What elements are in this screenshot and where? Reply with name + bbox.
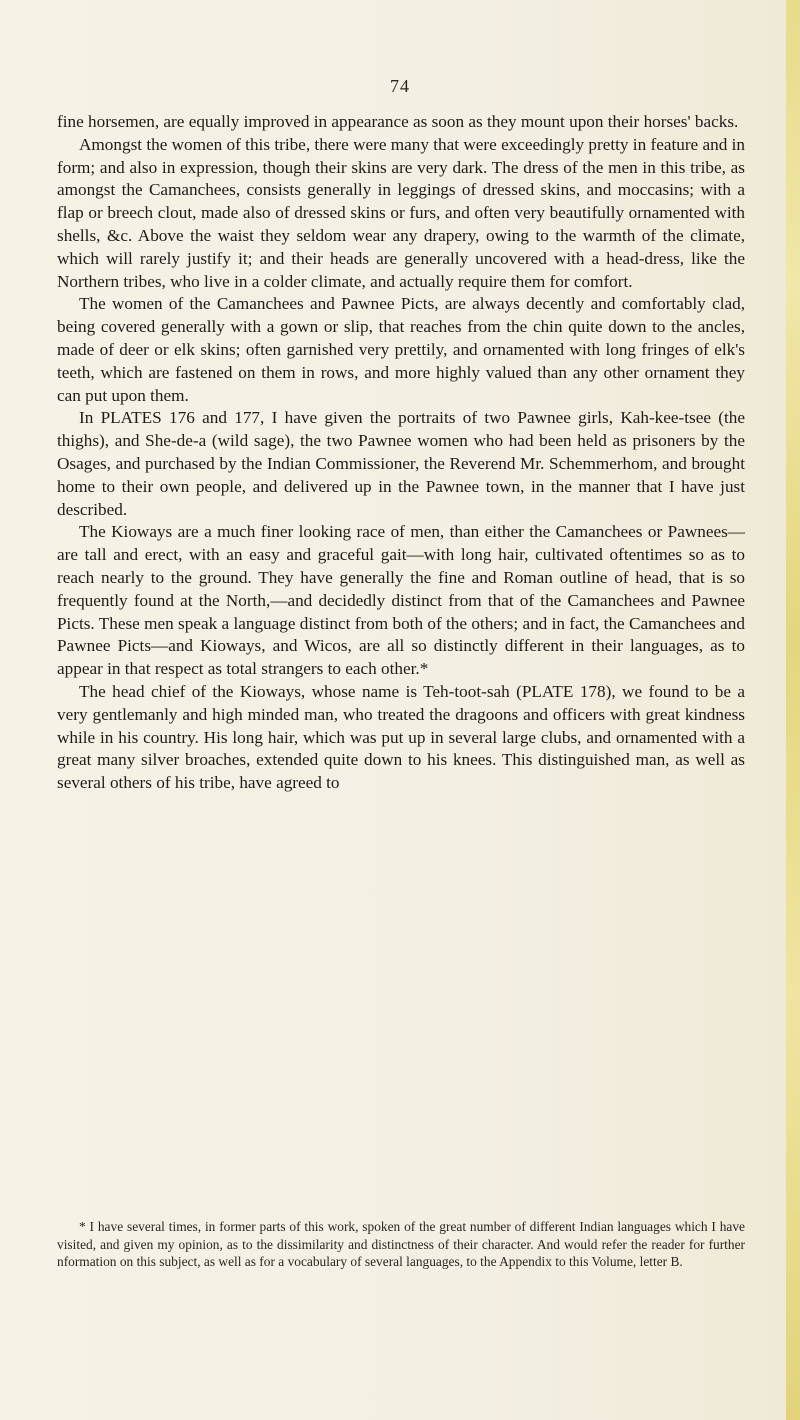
- paragraph-3: The women of the Camanchees and Pawnee Picts, are always decently and comfortably clad, being covered generally with a gown or slip, that reaches from the chin quite down to the ancles, made of deer or elk skins; often garnished very prettily, and ornamented with long fringes of elk's teeth, which are fastened on them in rows, and more highly valued than any other ornament they can put upon them.: [57, 294, 745, 405]
- footnote-text: * I have several times, in former parts of this work, spoken of the great number of different Indian languages which I have visited, and given my opinion, as to the dissimilarity and distinctness of their character. And would refer the reader for further nformation on this subject, as well as for a vocabulary of several languages, to the Appendix to this Volume, letter B.: [57, 1219, 745, 1270]
- paragraph-2: Amongst the women of this tribe, there were many that were exceedingly pretty in feature and in form; and also in expression, though their skins are very dark. The dress of the men in this tribe, as amongst the Camanchees, consists generally in leggings of dressed skins, and moccasins; with a flap or breech clout, made also of dressed skins or furs, and often very beautifully ornamented with shells, &c. Above the waist they seldom wear any drapery, owing to the warmth of the climate, which will rarely justify it; and their heads are generally uncovered with a head-dress, like the Northern tribes, who live in a colder climate, and actually require them for comfort.: [57, 134, 745, 291]
- body-text: [57, 111, 745, 795]
- paragraph-1: fine horsemen, are equally improved in appearance as soon as they mount upon their horses' backs.: [57, 112, 739, 131]
- paragraph-6: The head chief of the Kioways, whose name is Teh-toot-sah (PLATE 178), we found to be a very gentlemanly and high minded man, who treated the dragoons and officers with great kindness while in his country. His long hair, which was put up in several large clubs, and ornamented with a great many silver broaches, extended quite down to his knees. This distinguished man, as well as several others of his tribe, have agreed to: [57, 681, 745, 793]
- footnote: [57, 1218, 745, 1271]
- paragraph-5: The Kioways are a much finer looking race of men, than either the Camanchees or Pawnees—are tall and erect, with an easy and graceful gait—with long hair, cultivated oftentimes so as to reach nearly to the ground. They have generally the fine and Roman outline of head, that is so frequently found at the North,—and decidedly distinct from that of the Camanchees and Pawnee Picts. These men speak a language distinct from both of the others; and in fact, the Camanchees and Pawnee Picts—and Kioways, and Wicos, are all so distinctly different in their languages, as to appear in that respect as total strangers to each other.*: [57, 522, 745, 679]
- paragraph-4: In PLATES 176 and 177, I have given the portraits of two Pawnee girls, Kah-kee-tsee (the thighs), and She-de-a (wild sage), the two Pawnee women who had been held as prisoners by the Osages, and purchased by the Indian Commissioner, the Reverend Mr. Schemmerhom, and brought home to their own people, and delivered up in the Pawnee town, in the manner that I have just described.: [57, 408, 745, 519]
- page-number: 74: [390, 76, 410, 96]
- page-edge-strip: [786, 0, 800, 1420]
